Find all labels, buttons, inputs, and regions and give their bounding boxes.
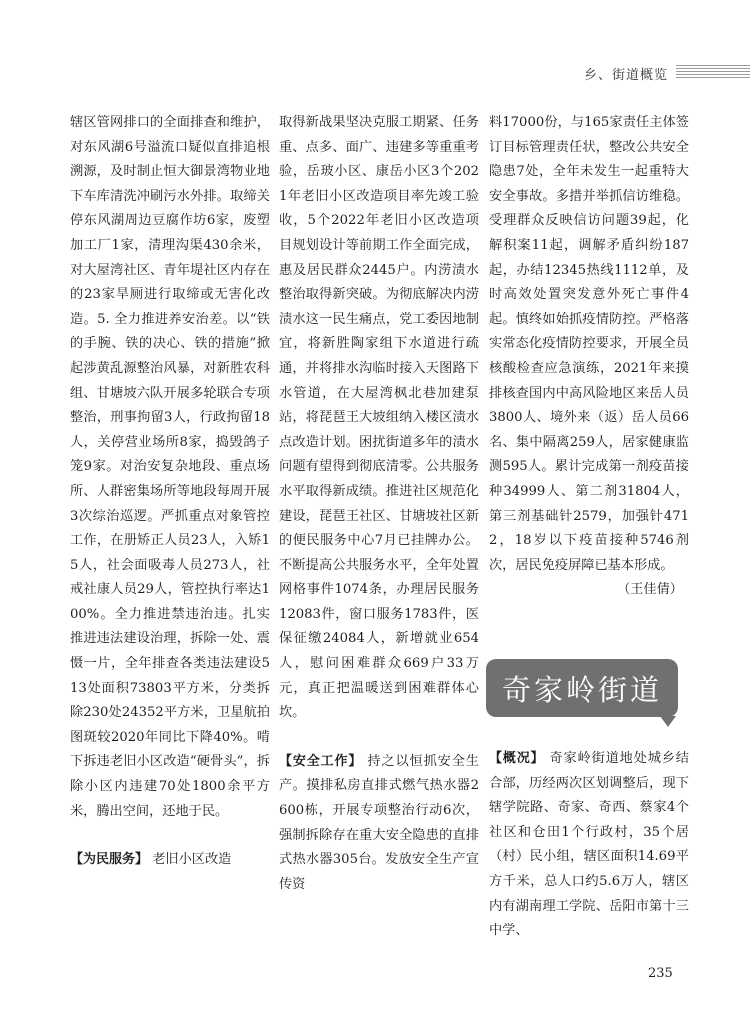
text-column-1	[70, 111, 270, 873]
district-banner: 奇家岭街道	[486, 659, 678, 717]
paragraph-text: 持之以恒抓安全生产。摸排私房直排式燃气热水器2600栋，开展专项整治行动6次，强制拆除存在重大安全隐患的直排式热水器305台。发放安全生产宣传资	[279, 753, 479, 892]
paragraph-text: 老旧小区改造	[152, 852, 232, 868]
paragraph	[489, 747, 689, 944]
header-decoration	[676, 65, 750, 81]
section-heading: 【概况】	[489, 751, 545, 766]
section-heading: 【为民服务】	[70, 852, 149, 868]
section-heading: 【安全工作】	[279, 753, 363, 769]
section-title: 乡、街道概览	[584, 68, 669, 83]
text-column-2	[279, 111, 479, 897]
paragraph: 辖区管网排口的全面排查和维护，对东风湖6号溢流口疑似直排追根溯源，及时制止恒大御景湾物业地下车库清洗冲刷污水外排。取缔关停东风湖周边豆腐作坊6家，废塑加工厂1家，清理沟渠430余米，对大屋湾社区、青年堤社区内存在的23家旱厕进行取缔或无害化改造。5. 全力推进养安治差。以“铁的手腕、铁的决心、铁的措施”掀起涉黄乱源整治风暴，对新胜农科组、甘塘坡六队开展多轮联合专项整治，刑事拘留3人，行政拘留18人，关停营业场所8家，捣毁鸽子笼9家。对治安复杂地段、重点场所、人群密集场所等地段每周开展3次综治巡逻。严抓重点对象管控工作，在册矫正人员23人，入矫15人，社会面吸毒人员273人，社戒社康人员29人，管控执行率达100%。全力推进禁违治违。扎实推进违法建设治理，拆除一处、震慑一片，全年排查各类违法建设513处面积73803平方米，分类拆除230处24352平方米，卫星航拍图斑较2020年同比下降40%。啃下拆违老旧小区改造“硬骨头”，拆除小区内违建70处1800余平方米，腾出空间，还地于民。	[70, 115, 270, 819]
paragraph-text: 奇家岭街道地处城乡结合部，历经两次区划调整后，现下辖学院路、奇家、奇西、蔡家4个社区和仓田1个行政村，35个居（村）民小组，辖区面积14.69平方千米，总人口约5.6万人，辖区内有湖南理工学院、岳阳市第十三中学、	[489, 751, 689, 939]
page-number: 235	[648, 966, 673, 981]
text-column-3	[489, 111, 689, 603]
banner-pointer	[660, 716, 676, 727]
author-credit: （王佳倩）	[617, 582, 683, 598]
text-column-3-continued	[489, 747, 689, 944]
paragraph: 取得新战果坚决克服工期紧、任务重、点多、面广、违建多等重重考验，岳玻小区、康岳小区3个2021年老旧小区改造项目率先竣工验收，5个2022年老旧小区改造项目规划设计等前期工作全面完成，惠及居民群众2445户。内涝渍水整治取得新突破。为彻底解决内涝渍水这一民生痛点，党工委因地制宜，将新胜陶家组下水道进行疏通，并将排水沟临时接入天图路下水管道，在大屋湾枫北巷加建泵站，将琵琶王大坡组纳入楼区渍水点改造计划。困扰街道多年的渍水问题有望得到彻底清零。公共服务水平取得新成绩。推进社区规范化建设，琵琶王社区、甘塘坡社区新的便民服务中心7月已挂牌办公。不断提高公共服务水平，全年处置网格事件1074条，办理居民服务12083件，窗口服务1783件，医保征缴24084人，新增就业654人，慰问困难群众669户33万元，真正把温暖送到困难群体心坎。	[279, 115, 479, 721]
paragraph: 料17000份，与165家责任主体签订目标管理责任状，整改公共安全隐患7处，全年未发生一起重特大安全事故。多措并举抓信访维稳。受理群众反映信访问题39起，化解积案11起，调解矛盾纠纷187起，办结12345热线1112单，及时高效处置突发意外死亡事件4起。慎终如始抓疫情防控。严格落实常态化疫情防控要求，开展全员核酸检查应急演练，2021年来摸排核查国内中高风险地区来岳人员3800人、境外来（返）岳人员66名、集中隔离259人，居家健康监测595人。累计完成第一剂疫苗接种34999人、第二剂31804人，第三剂基础针2579，加强针4712，18岁以下疫苗接种5746剂次，居民免疫屏障已基本形成。	[489, 115, 689, 573]
paragraph	[279, 750, 479, 898]
paragraph	[70, 848, 270, 873]
